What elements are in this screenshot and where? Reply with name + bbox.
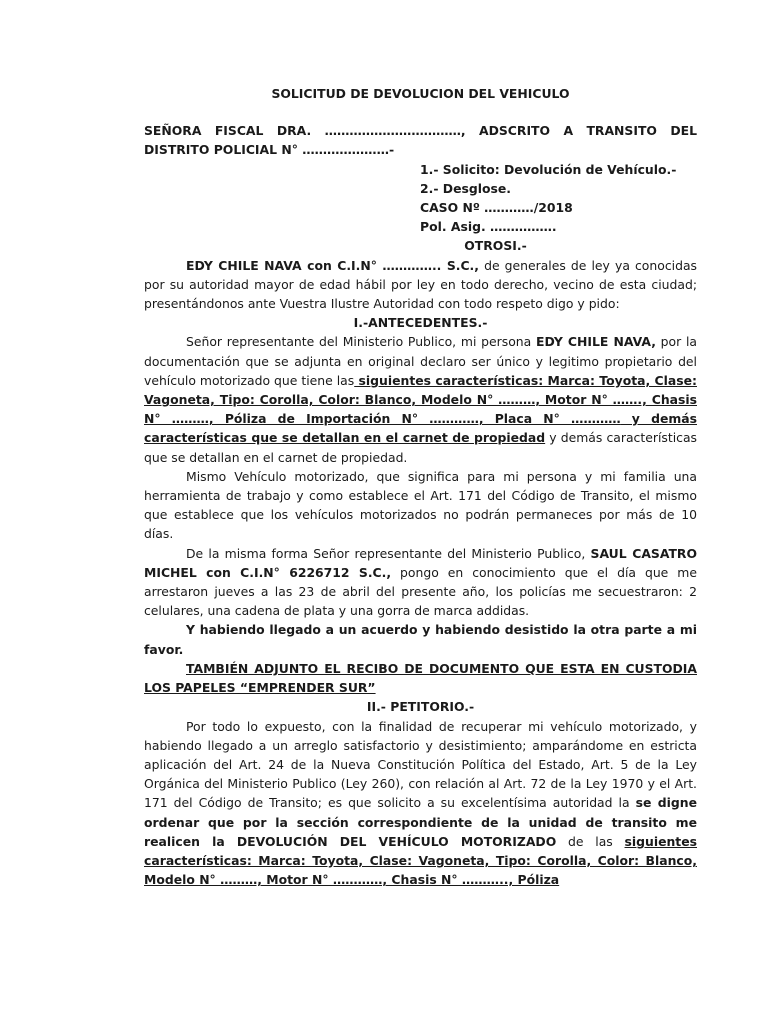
p1-vehicle-specs: siguientes características: Marca: Toyota, Clase: Vagoneta, Tipo: Corolla, Color: Blanco, Modelo N° ………, Motor N° ……., Chasis N° ………, Póliza de Importación N° …………, Placa N° ………… [144, 372, 697, 427]
p1-carnet-ref: y demás características que se detallan en el carnet de propiedad [144, 411, 697, 446]
intro-text: de generales de ley ya conocidas por su autoridad mayor de edad hábil por ley en todo derecho, vecino de esta ciudad; presentándonos ante Vuestra Ilustre Autoridad con todo respeto digo y pido: [144, 257, 697, 312]
p6-vehicle-specs: siguientes características: Marca: Toyota, Clase: Vagoneta, Tipo: Corolla, Color: Blanco, Modelo N° ………, Motor N° …………, Chasis N° ……….., Póliza [144, 833, 698, 888]
p3-text-c: pongo en conocimiento que el día que me arrestaron jueves a las 23 de abril del presente año, los policías me secuestraron: 2 celulares, una cadena de plata y una gorra de marca addidas. [144, 564, 697, 619]
otrosi-heading: OTROSI.- [464, 238, 527, 254]
sumilla-block [144, 160, 697, 237]
addressee: SEÑORA FISCAL DRA. ……………………………, ADSCRITO A TRANSITO DEL DISTRITO POLICIAL N° …………………- [144, 123, 697, 158]
p5-attachment: TAMBIÉN ADJUNTO EL RECIBO DE DOCUMENTO QUE ESTA EN CUSTODIA LOS PAPELES “EMPRENDER SUR” [144, 660, 697, 696]
sumilla-line-1: 1.- Solicito: Devolución de Vehículo.- [420, 161, 677, 177]
p6-request: se digne ordenar que por la sección correspondiente de la unidad de transito me realicen la DEVOLUCIÓN DEL VEHÍCULO MOTORIZADO [144, 795, 697, 849]
petitorio-paragraph [144, 717, 697, 890]
section-antecedentes: I.-ANTECEDENTES.- [353, 315, 488, 331]
p1-owner-name: EDY CHILE NAVA, [535, 334, 656, 350]
antecedentes-paragraph-3 [144, 544, 697, 621]
p1-text-c: por la documentación que se adjunta en original declaro ser único y legitimo propietario del vehículo motorizado que tiene las [144, 334, 697, 388]
p3-person-name: SAUL CASATRO MICHEL con C.I.N° 6226712 S.C., [144, 545, 697, 580]
antecedentes-paragraph-2: Mismo Vehículo motorizado, que significa para mi persona y mi familia una herramienta de trabajo y como establece el Art. 171 del Código de Transito, el mismo que establece que los vehículos motorizados no podrán permaneces por más de 10 días. [144, 468, 697, 542]
document-title: SOLICITUD DE DEVOLUCION DEL VEHICULO [271, 86, 570, 101]
p4-agreement: Y habiendo llegado a un acuerdo y habiendo desistido la otra parte a mi favor. [144, 622, 697, 657]
sumilla-line-4: Pol. Asig. ……………. [420, 219, 557, 235]
document-body [144, 84, 697, 889]
sumilla-line-2: 2.- Desglose. [420, 180, 511, 196]
p1-text-a: Señor representante del Ministerio Publico, mi persona [186, 334, 536, 350]
antecedentes-paragraph-1 [144, 332, 697, 466]
p6-text-a: Por todo lo expuesto, con la finalidad de recuperar mi vehículo motorizado, y habiendo llegado a un arreglo satisfactorio y desistimiento; amparándome en estricta aplicación del Art. 24 de la Nueva Constitución Política del Estado, Art. 5 de la Ley Orgánica del Ministerio Publico (Ley 260), con relación al Art. 72 de la Ley 1970 y el Art. 171 del Código de Transito; es que solicito a su excelentísima autoridad la [144, 718, 697, 811]
sumilla-line-3: CASO Nº …………/2018 [420, 200, 573, 216]
antecedentes-paragraph-4 [144, 620, 697, 658]
section-petitorio: II.- PETITORIO.- [366, 699, 475, 715]
intro-name: EDY CHILE NAVA con C.I.N° ………….. S.C., [186, 257, 479, 273]
p3-text-a: De la misma forma Señor representante del Ministerio Publico, [186, 545, 591, 561]
p1-text-f: y demás características que se detallan en el carnet de propiedad. [144, 430, 698, 465]
intro-paragraph [144, 256, 697, 314]
antecedentes-paragraph-5 [144, 659, 697, 697]
p6-text-c: de las [556, 833, 625, 849]
